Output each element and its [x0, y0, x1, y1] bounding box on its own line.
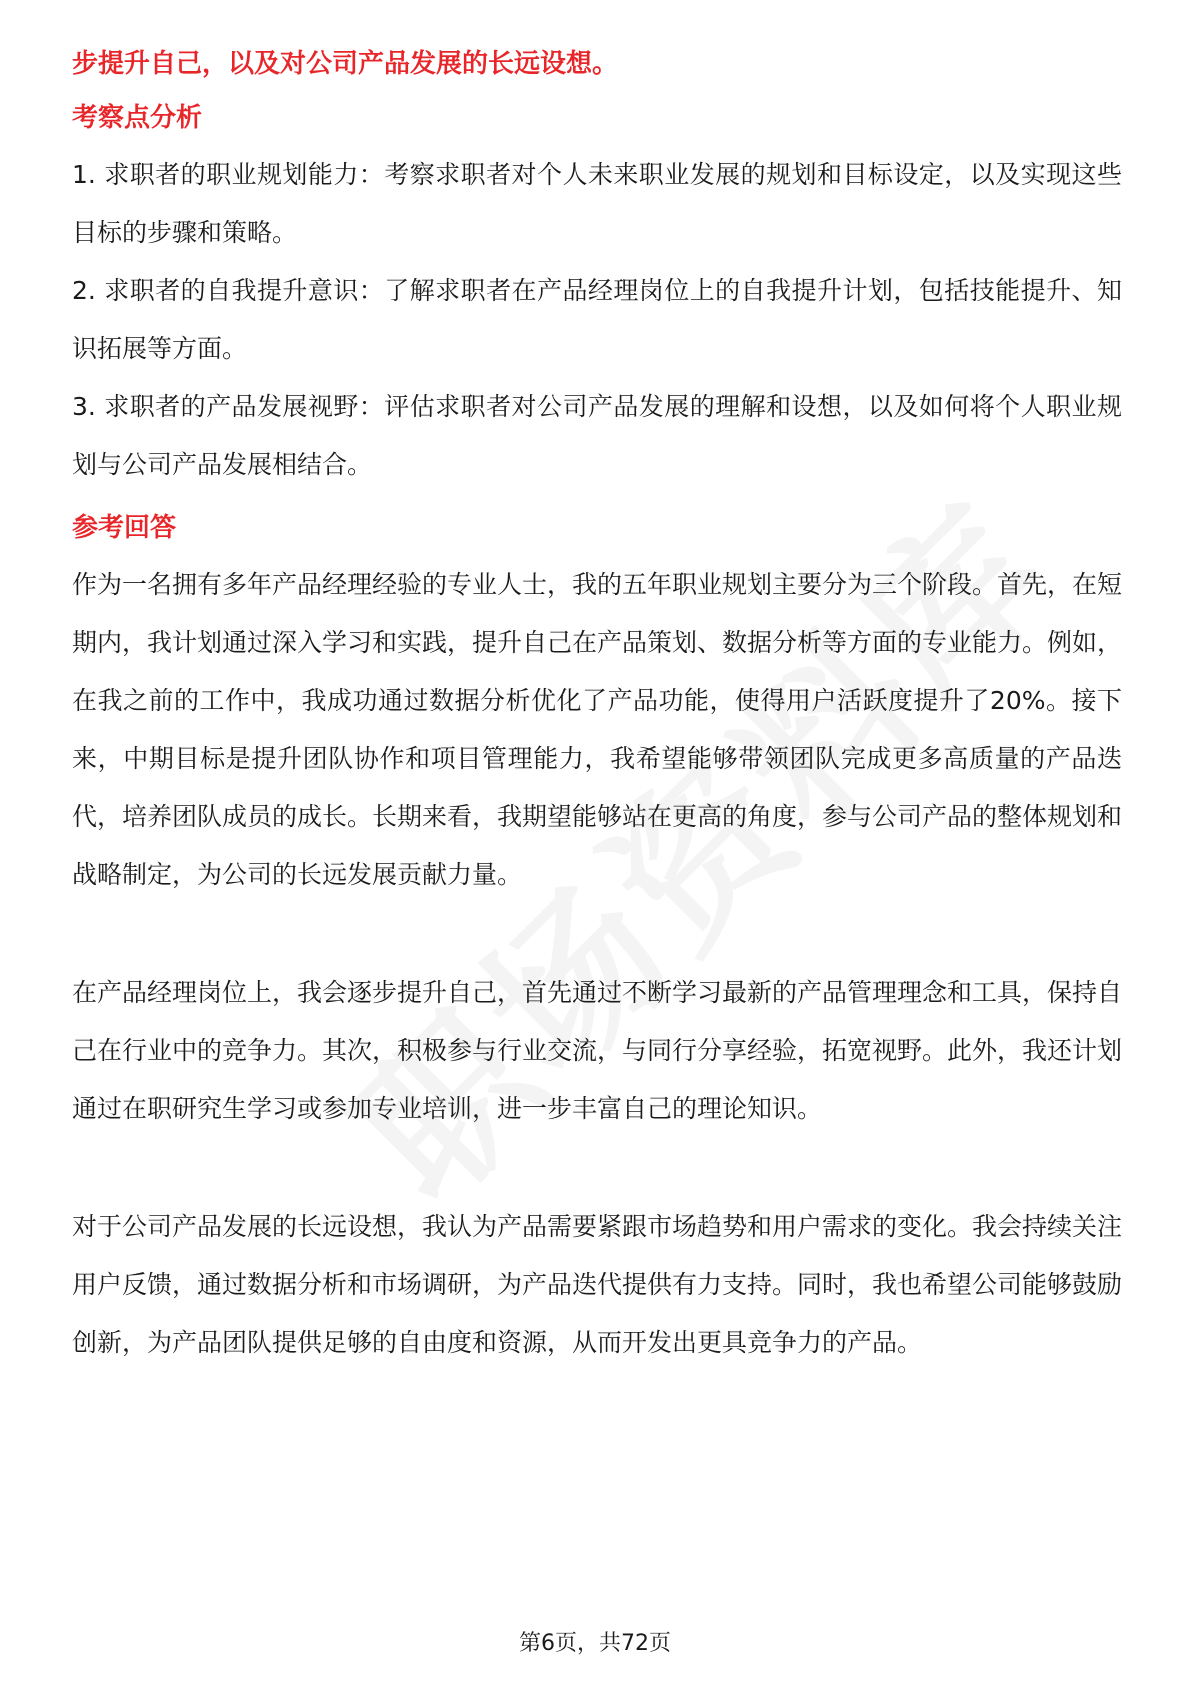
- spacer: [72, 1138, 1122, 1198]
- analysis-item-1: 1. 求职者的职业规划能力：考察求职者对个人未来职业发展的规划和目标设定，以及实现这些目标的步骤和策略。: [72, 160, 1122, 247]
- answer-paragraph-3: 对于公司产品发展的长远设想，我认为产品需要紧跟市场趋势和用户需求的变化。我会持续关注用户反馈，通过数据分析和市场调研，为产品迭代提供有力支持。同时，我也希望公司能够鼓励创新，为产品团队提供足够的自由度和资源，从而开发出更具竞争力的产品。: [72, 1212, 1123, 1357]
- answer-body: [72, 556, 1122, 1372]
- answer-paragraph-2: 在产品经理岗位上，我会逐步提升自己，首先通过不断学习最新的产品管理理念和工具，保持自己在行业中的竞争力。其次，积极参与行业交流，与同行分享经验，拓宽视野。此外，我还计划通过在职研究生学习或参加专业培训，进一步丰富自己的理论知识。: [72, 978, 1123, 1123]
- analysis-item-2: 2. 求职者的自我提升意识：了解求职者在产品经理岗位上的自我提升计划，包括技能提升、知识拓展等方面。: [72, 276, 1122, 363]
- page-content: [72, 44, 1122, 1372]
- analysis-heading: 考察点分析: [72, 103, 203, 133]
- page-footer: 第6页，共72页: [519, 1631, 671, 1656]
- analysis-item-3: 3. 求职者的产品发展视野：评估求职者对公司产品发展的理解和设想，以及如何将个人职业规划与公司产品发展相结合。: [72, 392, 1122, 479]
- spacer: [72, 494, 1122, 508]
- answer-paragraph-1: 作为一名拥有多年产品经理经验的专业人士，我的五年职业规划主要分为三个阶段。首先，在短期内，我计划通过深入学习和实践，提升自己在产品策划、数据分析等方面的专业能力。例如，在我之前的工作中，我成功通过数据分析优化了产品功能，使得用户活跃度提升了20%。接下来，中期目标是提升团队协作和项目管理能力，我希望能够带领团队完成更多高质量的产品迭代，培养团队成员的成长。长期来看，我期望能够站在更高的角度，参与公司产品的整体规划和战略制定，为公司的长远发展贡献力量。: [72, 570, 1123, 889]
- intro-continuation: 步提升自己，以及对公司产品发展的长远设想。: [72, 49, 619, 79]
- answer-heading: 参考回答: [72, 513, 177, 543]
- analysis-list: [72, 146, 1122, 494]
- spacer: [72, 904, 1122, 964]
